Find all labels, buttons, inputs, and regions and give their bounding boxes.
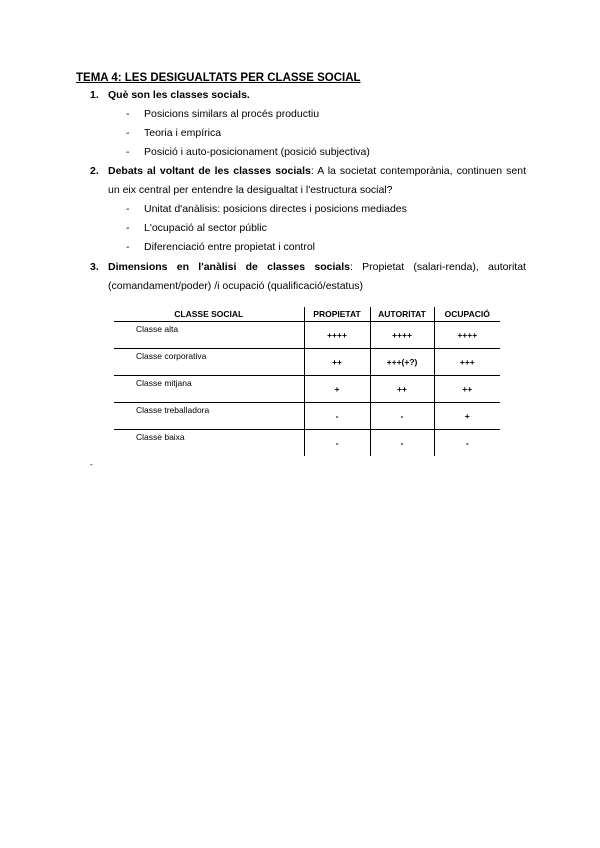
bullet-dash: -: [126, 222, 130, 234]
table-cell: -: [304, 403, 370, 430]
row-label: Classe mitjana: [114, 376, 304, 403]
section-3: [90, 258, 526, 296]
column-header: CLASSE SOCIAL: [114, 307, 304, 322]
bullet-dash: -: [126, 127, 130, 139]
list-item: [126, 200, 407, 219]
list-item: [126, 219, 407, 238]
bullet-dash: -: [126, 241, 130, 253]
page-title: TEMA 4: LES DESIGUALTATS PER CLASSE SOCIAL: [76, 72, 361, 84]
table-cell: ++: [304, 349, 370, 376]
list-item-text: Unitat d'anàlisis: posicions directes i posicions mediades: [144, 203, 407, 215]
table-cell: -: [304, 430, 370, 457]
bullet-dash: -: [126, 203, 130, 215]
column-header: OCUPACIÓ: [434, 307, 500, 322]
row-label: Classe alta: [114, 322, 304, 349]
table-cell: ++++: [304, 322, 370, 349]
table-cell: +: [434, 403, 500, 430]
column-header: AUTORITAT: [370, 307, 434, 322]
list-item-text: Posició i auto-posicionament (posició subjectiva): [144, 146, 370, 158]
section-number: 3.: [90, 261, 99, 273]
table-cell: ++++: [434, 322, 500, 349]
table-row: [114, 430, 500, 457]
bullet-dash: -: [126, 146, 130, 158]
list-item: [126, 238, 407, 257]
row-label: Classe baixa: [136, 432, 185, 442]
list-item-text: Posicions similars al procés productiu: [144, 108, 320, 120]
table-cell: +++(+?): [370, 349, 434, 376]
section-heading: Debats al voltant de les classes socials: [108, 165, 311, 177]
list-item-text: L'ocupació al sector públic: [144, 222, 267, 234]
column-header: PROPIETAT: [304, 307, 370, 322]
table-row: [114, 349, 500, 376]
section-text: : A la societat contemporània, continuen sent un eix central per entendre la desigualtat i l'estructura social?: [108, 165, 526, 196]
table-row: [114, 322, 500, 349]
section-number: 1.: [90, 89, 99, 101]
section-2: [90, 162, 526, 200]
table-cell: -: [370, 403, 434, 430]
table-cell: ++: [434, 376, 500, 403]
table-cell: ++: [370, 376, 434, 403]
list-item: [126, 143, 370, 162]
section-1-bullets: [126, 105, 370, 162]
list-item-text: Teoria i empírica: [144, 127, 222, 139]
row-label: Classe corporativa: [114, 349, 304, 376]
table-cell: ++++: [370, 322, 434, 349]
table-row: [114, 403, 500, 430]
section-2-bullets: [126, 200, 407, 257]
section-heading: Què son les classes socials.: [108, 89, 250, 101]
table-cell: +: [304, 376, 370, 403]
section-number: 2.: [90, 165, 99, 177]
table-cell: +++: [434, 349, 500, 376]
section-text: : Propietat (salari-renda), autoritat (comandament/poder) /i ocupació (qualificació/estatus): [108, 261, 526, 292]
table-cell: -: [370, 430, 434, 457]
table-row: [114, 376, 500, 403]
section-1: [90, 86, 526, 105]
row-label: Classe treballadora: [114, 403, 304, 430]
table-header-row: [114, 307, 500, 322]
stray-mark: -: [90, 460, 93, 469]
table-cell: -: [434, 430, 500, 457]
list-item: [126, 105, 370, 124]
bullet-dash: -: [126, 108, 130, 120]
list-item: [126, 124, 370, 143]
section-heading: Dimensions en l'anàlisi de classes socials: [108, 261, 350, 273]
list-item-text: Diferenciació entre propietat i control: [144, 241, 316, 253]
social-class-table: [114, 307, 500, 456]
